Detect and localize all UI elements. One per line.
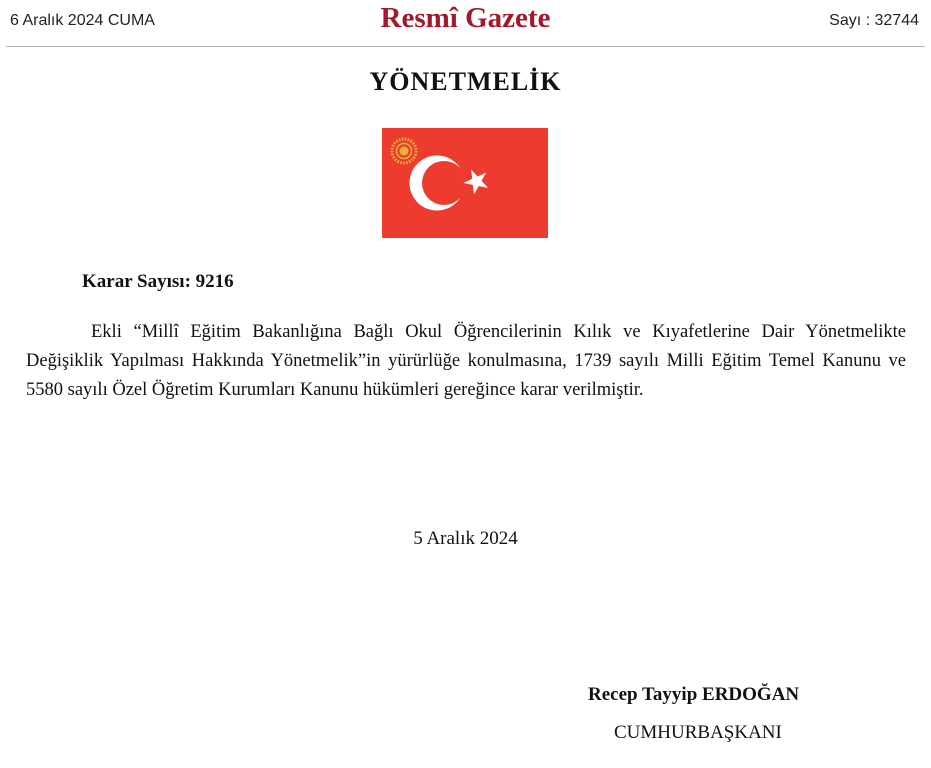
decision-number: Karar Sayısı: 9216 <box>82 271 234 292</box>
document-type-heading: YÖNETMELİK <box>369 67 562 96</box>
gazette-masthead: Resmî Gazete <box>380 2 551 34</box>
issue-number: Sayı : 32744 <box>829 12 919 29</box>
decision-body-text: Ekli “Millî Eğitim Bakanlığına Bağlı Okul Öğrencilerinin Kılık ve Kıyafetlerine Dair Yönetmelikte Değişiklik Yapılması Hakkında Yönetmelik”in yürürlüğe konulmasına, 1739 sayılı Milli Eğitim Temel Kanunu ve 5580 sayılı Özel Öğretim Kurumları Kanunu hükümleri gereğince karar verilmiştir. <box>26 322 906 400</box>
signer-title: CUMHURBAŞKANI <box>614 722 782 743</box>
publication-date: 6 Aralık 2024 CUMA <box>10 12 155 29</box>
signer-name: Recep Tayyip ERDOĞAN <box>588 684 800 705</box>
decision-date: 5 Aralık 2024 <box>413 528 518 549</box>
turkish-flag-icon <box>382 128 548 238</box>
header-divider <box>6 46 925 47</box>
page-header <box>0 0 931 46</box>
